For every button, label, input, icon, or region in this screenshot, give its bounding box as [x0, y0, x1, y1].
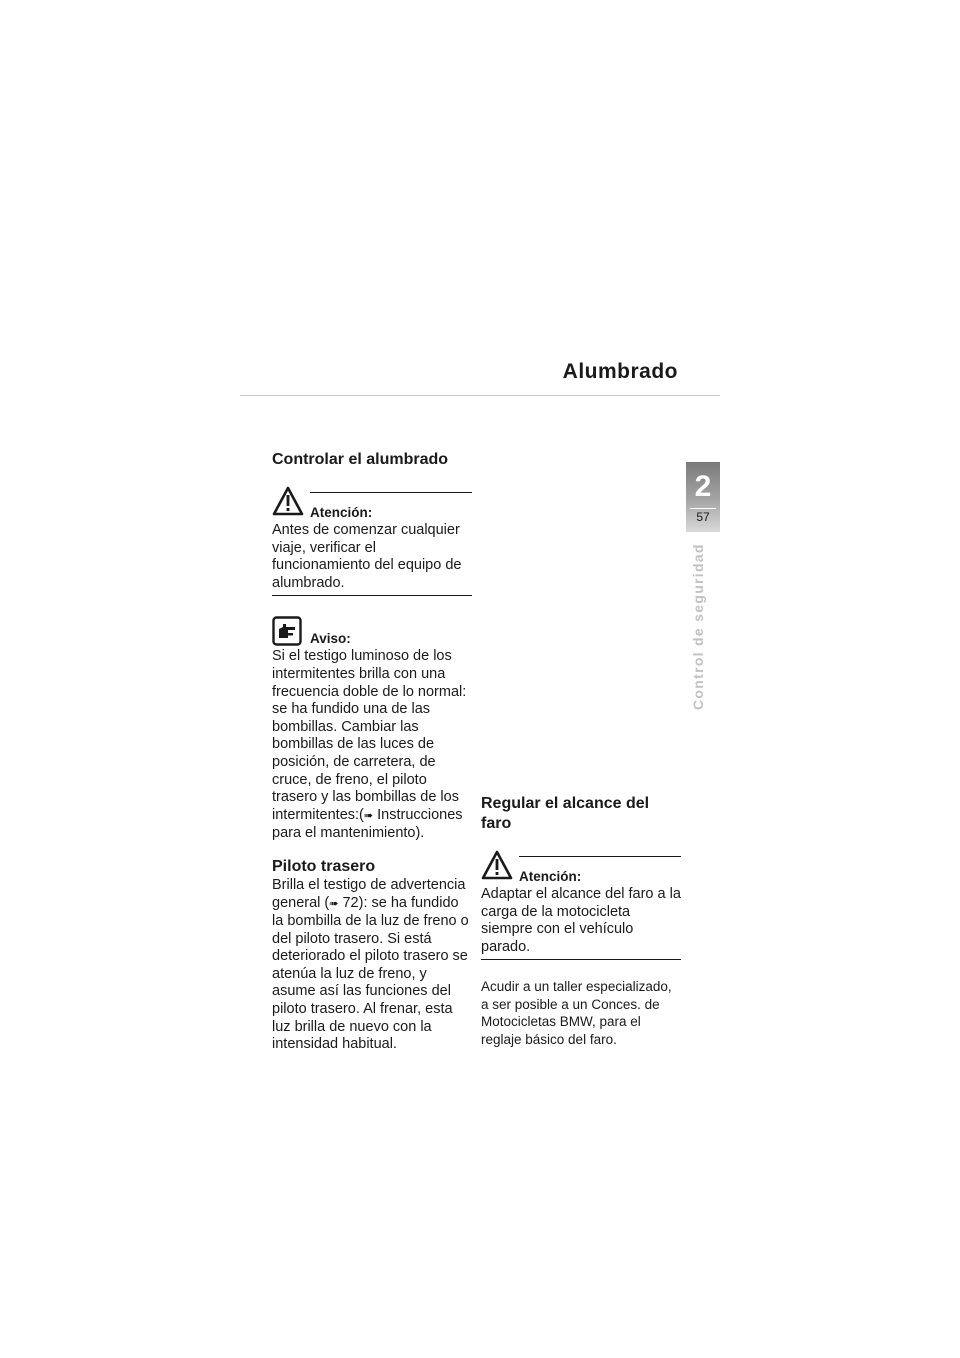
header-divider — [240, 395, 720, 396]
notice-text: Si el testigo luminoso de los intermitentes brilla con una frecuencia doble de lo normal: se ha fundido una de las bombillas. Cambiar las bombillas de las luces de posición, de carretera, de cruce, de freno, el piloto trasero y las bombillas de los intermitentes:(➠ Instrucciones para el mantenimiento). — [272, 648, 467, 842]
headlight-adjust-text: Acudir a un taller especializado, a ser posible a un Conces. de Motocicletas BMW, para el reglaje básico del faro. — [481, 979, 672, 1047]
notice-hand-icon — [272, 616, 302, 652]
warning-label: Atención: — [519, 869, 582, 884]
reference-arrow-icon: ➠ — [363, 809, 374, 822]
note-rule — [519, 856, 681, 857]
side-label-container — [688, 543, 712, 710]
right-column — [481, 794, 681, 1048]
warning-triangle-icon — [481, 850, 513, 886]
warning-text: Antes de comenzar cualquier viaje, verificar el funcionamiento del equipo de alumbrado. — [272, 522, 462, 591]
chapter-tab — [686, 462, 720, 532]
chapter-side-label: Control de seguridad — [690, 543, 706, 710]
note-rule — [481, 959, 681, 960]
warning-note — [272, 492, 472, 596]
section-title-lighting-check: Controlar el alumbrado — [272, 451, 449, 468]
section-title-headlight-range: Regular el alcance del faro — [481, 795, 650, 832]
left-column — [272, 450, 472, 1054]
warning-label: Atención: — [310, 505, 373, 520]
chapter-number: 2 — [694, 470, 712, 503]
notice-note — [272, 618, 472, 843]
note-rule — [310, 492, 472, 493]
page-number: 57 — [696, 510, 710, 524]
warning-triangle-icon — [272, 486, 304, 522]
tail-light-text: Brilla el testigo de advertencia general (➠ 72): se ha fundido la bombilla de la luz de freno o del piloto trasero. Si está deteriorado el piloto trasero se atenúa la luz de freno, y asume así las funciones del piloto trasero. Al frenar, esta luz brilla de nuevo con la intensidad habitual. — [272, 876, 469, 1053]
warning-note — [481, 856, 681, 960]
subsection-title-tail-light: Piloto trasero — [272, 857, 376, 875]
notice-label: Aviso: — [310, 631, 351, 647]
page-title: Alumbrado — [562, 360, 678, 383]
warning-text: Adaptar el alcance del faro a la carga de la motocicleta siempre con el vehículo parado. — [481, 886, 681, 955]
chapter-divider — [690, 508, 716, 509]
reference-arrow-icon: ➠ — [329, 897, 339, 910]
note-rule — [272, 595, 472, 596]
